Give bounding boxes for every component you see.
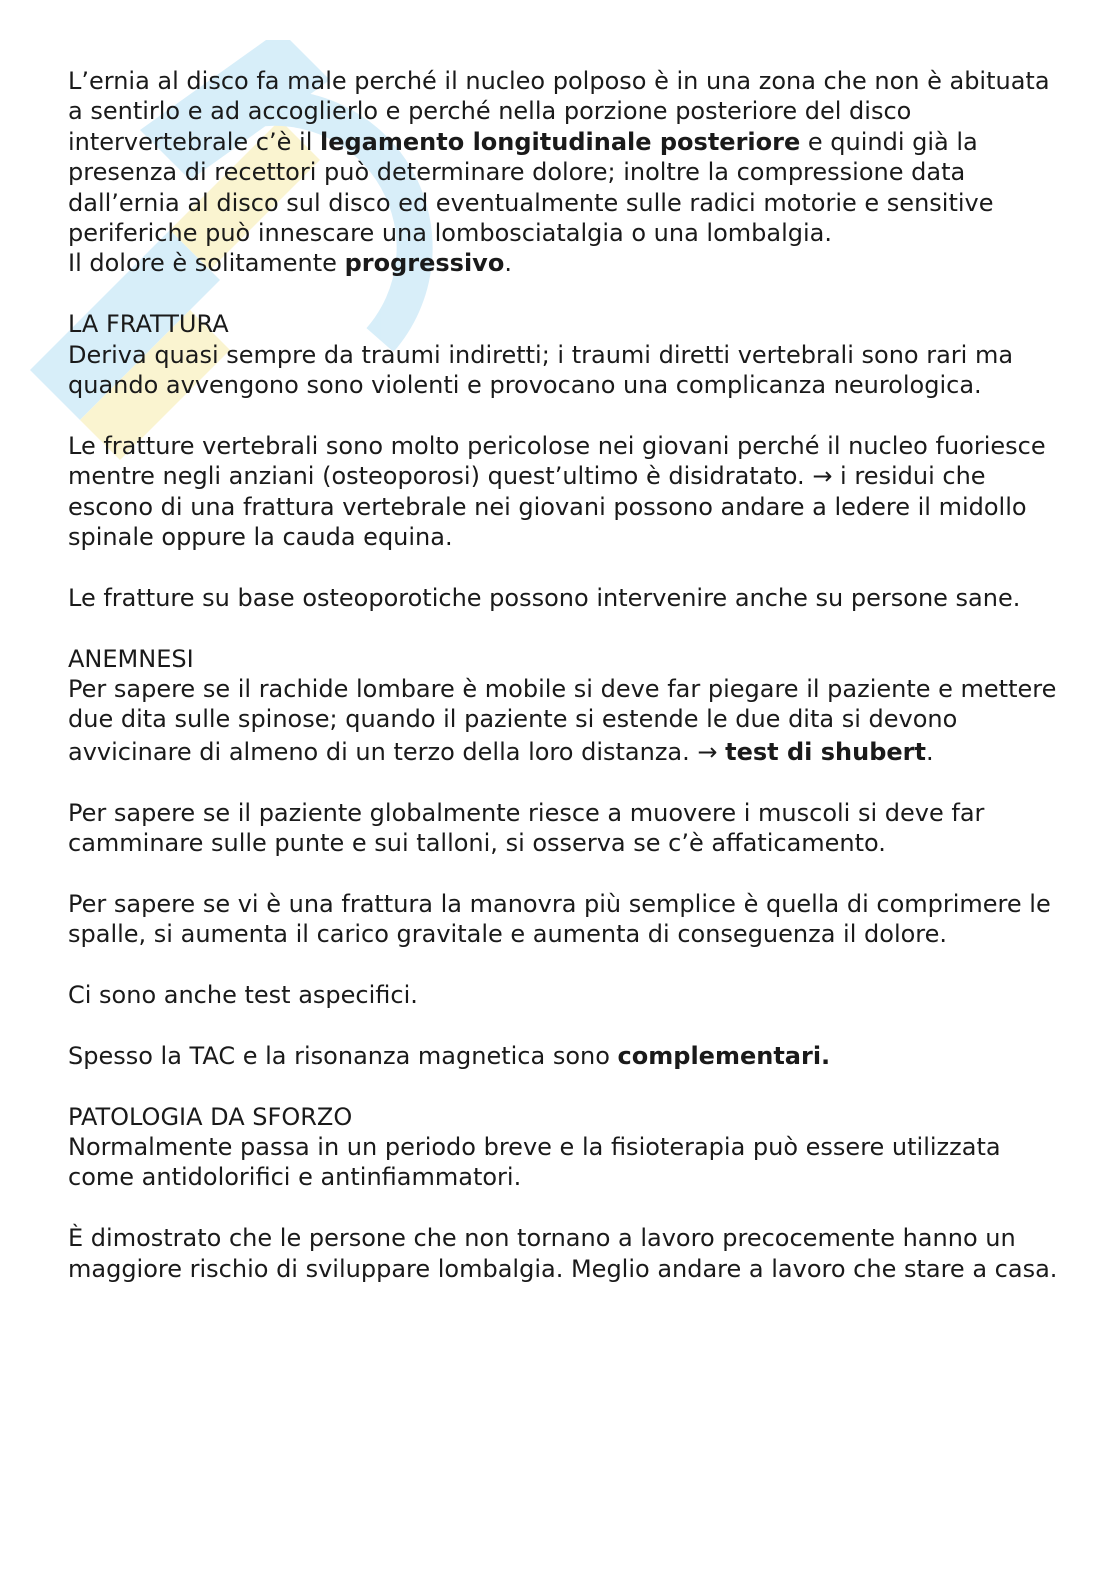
paragraph-tac <box>68 1041 1058 1071</box>
document-page <box>68 66 1058 1284</box>
paragraph-osteoporotiche: Le fratture su base osteoporotiche possono intervenire anche su persone sane. <box>68 583 1021 612</box>
paragraph-fisioterapia: Normalmente passa in un periodo breve e la fisioterapia può essere utilizzata come antidolorifici e antinfiammatori. <box>68 1133 1001 1192</box>
paragraph-test-aspecifici: Ci sono anche test aspecifici. <box>68 981 418 1010</box>
paragraph-tac-text: Spesso la TAC e la risonanza magnetica sono <box>68 1041 618 1070</box>
paragraph-rachide-end: . <box>925 737 934 766</box>
heading-frattura: LA FRATTURA <box>68 310 229 339</box>
paragraph-dolore <box>68 248 1058 278</box>
paragraph-dolore-end: . <box>504 249 512 278</box>
paragraph-dolore-bold: progressivo <box>344 249 505 278</box>
paragraph-muscoli: Per sapere se il paziente globalmente riesce a muovere i muscoli si deve far camminare sulle punte e sui talloni, si osserva se c’è affaticamento. <box>68 798 985 858</box>
paragraph-spalle: Per sapere se vi è una frattura la manovra più semplice è quella di comprimere le spalle, si aumenta il carico gravitale e aumenta di conseguenza il dolore. <box>68 889 1051 949</box>
paragraph-ernia-bold: legamento longitudinale posteriore <box>320 127 801 156</box>
heading-anemnesi: ANEMNESI <box>68 644 194 673</box>
paragraph-ernia-text: L’ernia al disco fa male perché il nucleo polposo è in una zona che non è abituata a sentirlo e ad accoglierlo e perché nella porzione posteriore del disco intervertebrale c’è il <box>68 67 1050 156</box>
paragraph-lavoro: È dimostrato che le persone che non tornano a lavoro precocemente hanno un maggiore rischio di sviluppare lombalgia. Meglio andare a lavoro che stare a casa. <box>68 1224 1058 1283</box>
paragraph-rachide-text: Per sapere se il rachide lombare è mobile si deve far piegare il paziente e mettere due dita sulle spinose; quando il paziente si estende le due dita si devono avvicinare di almeno di un terzo della loro distanza. → <box>68 675 1057 766</box>
paragraph-rachide-bold: test di shubert <box>725 737 926 766</box>
paragraph-fratture-vertebrali: Le fratture vertebrali sono molto pericolose nei giovani perché il nucleo fuoriesce mentre negli anziani (osteoporosi) quest’ultimo è disidratato. → i residui che escono di una frattura vertebrale nei giovani possono andare a ledere il midollo spinale oppure la cauda equina. <box>68 431 1046 552</box>
paragraph-rachide <box>68 674 1058 767</box>
paragraph-tac-bold: complementari. <box>617 1041 831 1070</box>
paragraph-dolore-text: Il dolore è solitamente <box>68 249 345 278</box>
paragraph-ernia-text-end: e quindi già la presenza di recettori può determinare dolore; inoltre la compressione data dall’ernia al disco sul disco ed eventualmente sulle radici motorie e sensitive periferiche può innescare una lombosciatalgia o una lombalgia. <box>68 127 994 248</box>
paragraph-traumi: Deriva quasi sempre da traumi indiretti; i traumi diretti vertebrali sono rari ma quando avvengono sono violenti e provocano una complicanza neurologica. <box>68 340 1014 400</box>
heading-sforzo: PATOLOGIA DA SFORZO <box>68 1102 353 1131</box>
paragraph-ernia <box>68 66 1058 248</box>
